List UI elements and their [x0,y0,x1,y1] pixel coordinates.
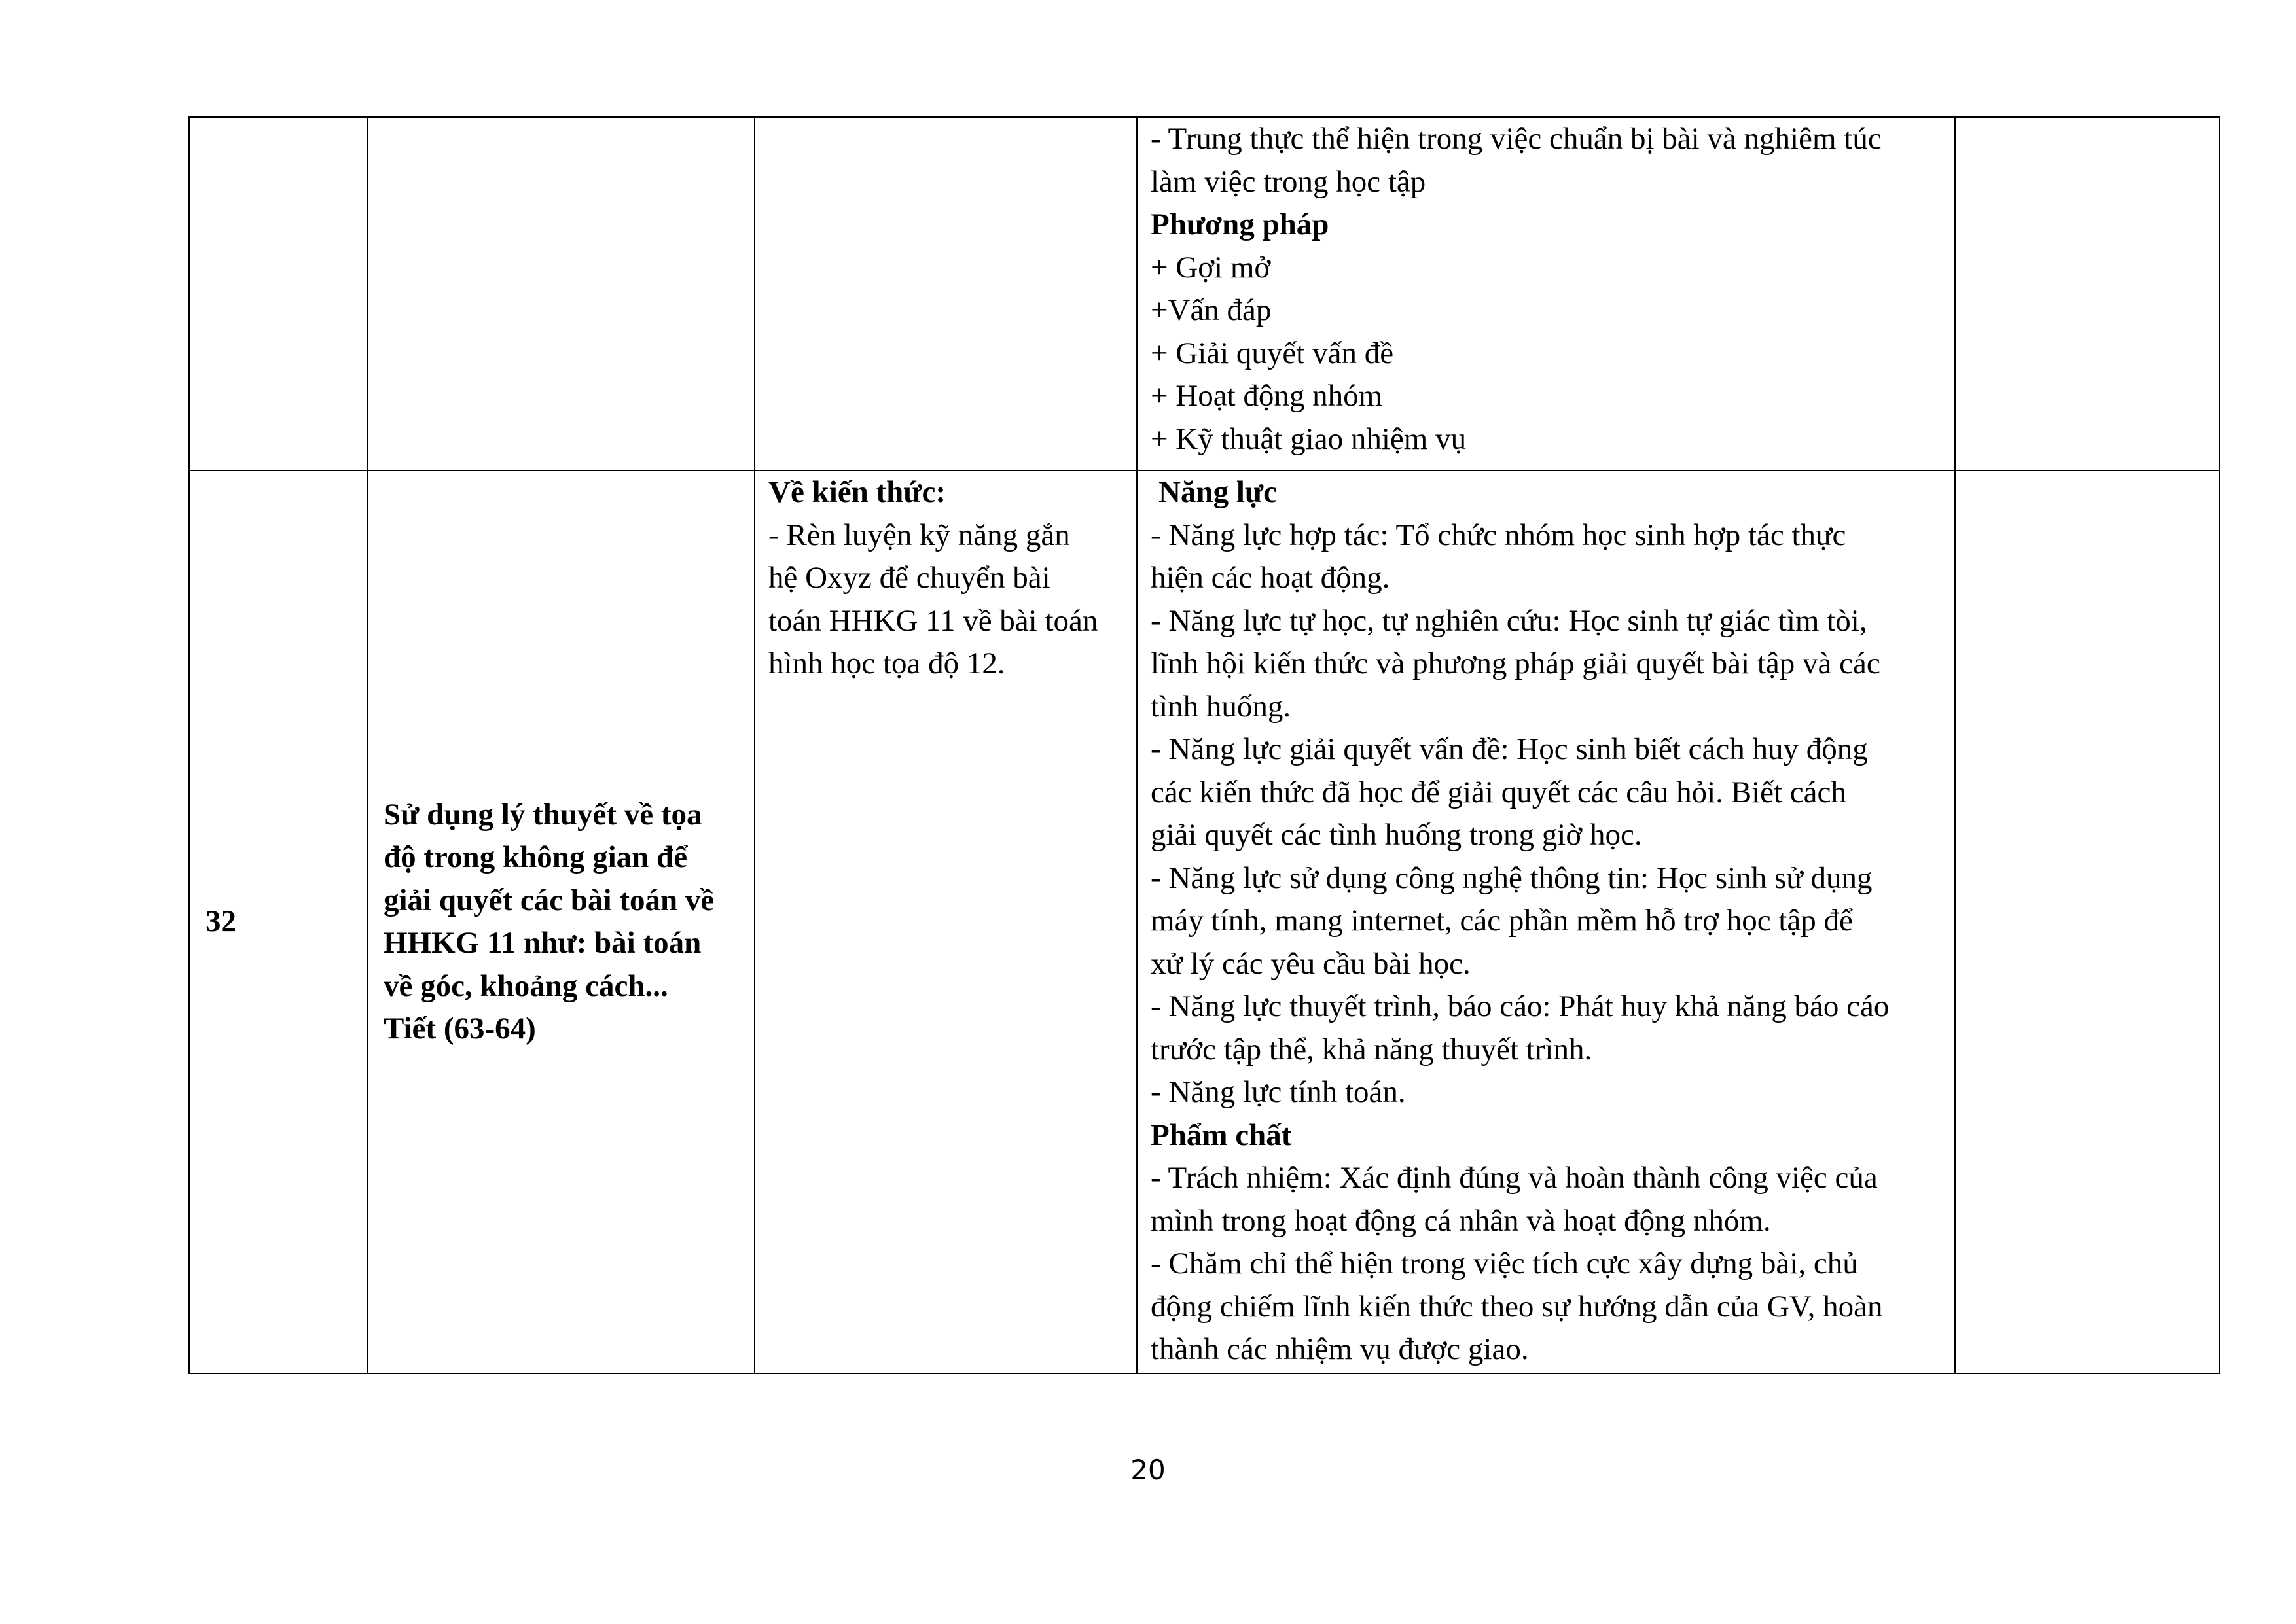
title-line: độ trong không gian để [384,840,688,874]
lesson-title [367,470,755,1373]
cell-notes-empty [1955,117,2219,470]
quality-line: - Chăm chỉ thể hiện trong việc tích cực xây dựng bài, chủ [1151,1246,1858,1280]
method-item: + Kỹ thuật giao nhiệm vụ [1151,421,1467,456]
quality-line: thành các nhiệm vụ được giao. [1151,1332,1529,1366]
lesson-number: 32 [189,470,367,1373]
text-line: - Trung thực thể hiện trong việc chuẩn bị bài và nghiêm túc [1151,122,1882,156]
competency-line: trước tập thể, khả năng thuyết trình. [1151,1032,1592,1067]
method-item: + Hoạt động nhóm [1151,379,1383,413]
knowledge-line: - Rèn luyện kỹ năng gắn [768,518,1070,552]
table-row-32 [189,470,2219,1373]
cell-knowledge [755,470,1137,1373]
competency-line: lĩnh hội kiến thức và phương pháp giải quyết bài tập và các [1151,646,1880,680]
method-item: +Vấn đáp [1151,293,1272,327]
knowledge-line: toán HHKG 11 về bài toán [768,603,1098,638]
title-line: Sử dụng lý thuyết về tọa [384,797,702,832]
knowledge-heading: Về kiến thức: [768,475,946,509]
competency-line: xử lý các yêu cầu bài học. [1151,946,1471,981]
method-item: + Gợi mở [1151,250,1271,285]
competency-line: - Năng lực thuyết trình, báo cáo: Phát huy khả năng báo cáo [1151,989,1890,1023]
knowledge-line: hệ Oxyz để chuyển bài [768,561,1050,595]
quality-line: - Trách nhiệm: Xác định đúng và hoàn thành công việc của [1151,1161,1878,1195]
title-line: giải quyết các bài toán về [384,883,715,917]
quality-heading: Phẩm chất [1151,1118,1292,1152]
text-line: làm việc trong học tập [1151,164,1426,199]
competency-line: tình huống. [1151,689,1291,724]
competency-line: - Năng lực giải quyết vấn đề: Học sinh biết cách huy động [1151,732,1868,766]
competency-line: giải quyết các tình huống trong giờ học. [1151,818,1642,852]
competency-heading: Năng lực [1158,475,1277,509]
title-line: Tiết (63-64) [384,1012,536,1046]
cell-objectives [1137,470,1955,1373]
title-line: về góc, khoảng cách... [384,968,668,1003]
lesson-plan-table [188,116,2220,1374]
cell-number-empty [189,117,367,470]
method-item: + Giải quyết vấn đề [1151,336,1394,370]
cell-objectives-continued [1137,117,1955,470]
competency-line: - Năng lực hợp tác: Tổ chức nhóm học sinh hợp tác thực [1151,518,1846,552]
knowledge-line: hình học tọa độ 12. [768,646,1005,680]
cell-title-empty [367,117,755,470]
competency-line: - Năng lực tự học, tự nghiên cứu: Học sinh tự giác tìm tòi, [1151,603,1867,638]
competency-line: các kiến thức đã học để giải quyết các câu hỏi. Biết cách [1151,775,1846,809]
quality-line: mình trong hoạt động cá nhân và hoạt động nhóm. [1151,1203,1771,1238]
cell-notes-empty [1955,470,2219,1373]
cell-knowledge-empty [755,117,1137,470]
table-row-continued [189,117,2219,470]
page-number: 20 [1130,1454,1166,1486]
title-line: HHKG 11 như: bài toán [384,926,702,960]
competency-line: - Năng lực tính toán. [1151,1075,1406,1109]
quality-line: động chiếm lĩnh kiến thức theo sự hướng dẫn của GV, hoàn [1151,1289,1883,1324]
method-heading: Phương pháp [1151,207,1329,241]
competency-line: hiện các hoạt động. [1151,561,1390,595]
competency-line: máy tính, mang internet, các phần mềm hỗ trợ học tập để [1151,904,1853,938]
competency-line: - Năng lực sử dụng công nghệ thông tin: Học sinh sử dụng [1151,860,1873,895]
